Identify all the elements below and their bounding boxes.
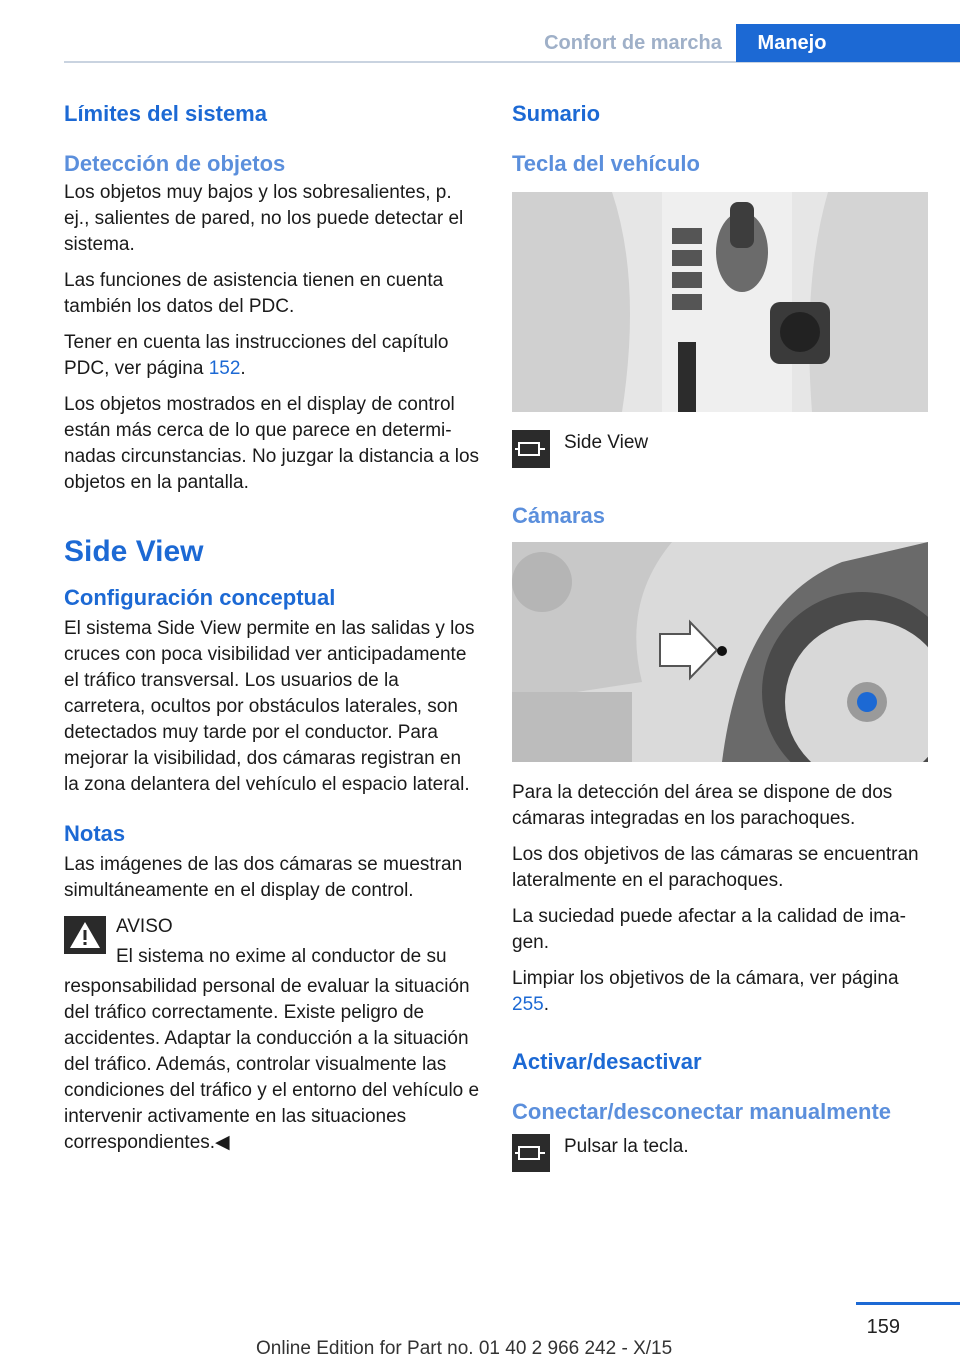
paragraph: El sistema Side View permite en las salidas y los cruces con poca visibilidad ver anticipadamente el tráfico transversal. Los usuarios de la carretera, ocultos por obstáculos laterales, son detectados muy tarde por el conductor. Para mejorar la visibilidad, dos cámaras registran en la zona delantera del vehículo el espacio lateral. xyxy=(64,618,475,795)
paragraph: La suciedad puede afectar a la calidad de imagen. xyxy=(512,906,906,953)
tab-manejo[interactable]: Manejo xyxy=(736,24,848,62)
warning-box xyxy=(64,914,480,970)
camera-location-photo xyxy=(512,542,928,762)
edition-footer: Online Edition for Part no. 01 40 2 966 242 - X/15 xyxy=(256,1338,673,1359)
heading-conectar: Conectar/desconectar manualmente xyxy=(512,1099,892,1124)
press-button-label: Pulsar la tecla. xyxy=(564,1136,689,1157)
paragraph: Las funciones de asistencia tienen en cuenta también los datos del PDC. xyxy=(64,270,444,317)
header-accent-block xyxy=(848,24,960,62)
side-view-button-label: Side View xyxy=(564,432,649,453)
paragraph xyxy=(64,330,480,382)
heading-configuracion: Configuración conceptual xyxy=(64,585,336,610)
paragraph: Para la detección del área se dispone de dos cámaras integradas en los parachoques. xyxy=(512,782,893,829)
paragraph: Las imágenes de las dos cámaras se muestran simultáneamente en el display de control. xyxy=(64,854,463,901)
heading-tecla: Tecla del vehículo xyxy=(512,151,700,176)
heading-activar: Activar/desactivar xyxy=(512,1049,702,1074)
press-button-row xyxy=(512,1134,928,1182)
paragraph xyxy=(512,966,928,1018)
heading-deteccion: Detección de objetos xyxy=(64,151,286,176)
paragraph-text: Tener en cuenta las instrucciones del capítulo PDC, ver página xyxy=(64,332,449,379)
footer-rule xyxy=(856,1302,960,1305)
heading-camaras: Cámaras xyxy=(512,503,605,528)
paragraph-text: . xyxy=(240,358,246,379)
paragraph-text: . xyxy=(543,994,549,1015)
warning-title: AVISO xyxy=(116,916,173,937)
side-view-button-row xyxy=(512,430,928,478)
vehicle-console-photo xyxy=(512,192,928,412)
side-view-button-icon[interactable] xyxy=(512,1134,550,1172)
heading-limites: Límites del sistema xyxy=(64,101,267,126)
heading-side-view: Side View xyxy=(64,535,204,568)
paragraph: Los dos objetivos de las cámaras se encuentran lateralmente en el parachoques. xyxy=(512,844,919,891)
warning-text: responsabilidad personal de evaluar la situación del tráfico correctamente. Existe peligro de accidentes. Adaptar la conducción a la situación del tráfico. Además, controlar visualmente las condiciones del tráfico y el entorno del vehículo e intervenir activamente en las situaciones correspondientes.◀ xyxy=(64,976,480,1153)
left-column xyxy=(64,100,480,1156)
warning-triangle-icon xyxy=(64,916,106,954)
paragraph-text: Limpiar los objetivos de la cámara, ver página xyxy=(512,968,899,989)
right-column xyxy=(512,100,928,1206)
paragraph: Los objetos muy bajos y los sobresalientes, p. ej., salientes de pared, no los puede detectar el sistema. xyxy=(64,182,464,255)
heading-sumario: Sumario xyxy=(512,101,601,126)
warning-first-line: El sistema no exime al conductor de su xyxy=(116,946,447,967)
page-link-152[interactable]: 152 xyxy=(208,358,241,379)
page-link-255[interactable]: 255 xyxy=(512,994,544,1015)
heading-notas: Notas xyxy=(64,821,126,846)
side-view-button-icon[interactable] xyxy=(512,430,550,468)
tab-confort-de-marcha[interactable]: Confort de marcha xyxy=(544,31,722,54)
page-number: 159 xyxy=(866,1316,900,1338)
paragraph: Los objetos mostrados en el display de control están más cerca de lo que parece en determinadas circunstancias. No juzgar la distancia a los objetos en la pantalla. xyxy=(64,394,480,493)
